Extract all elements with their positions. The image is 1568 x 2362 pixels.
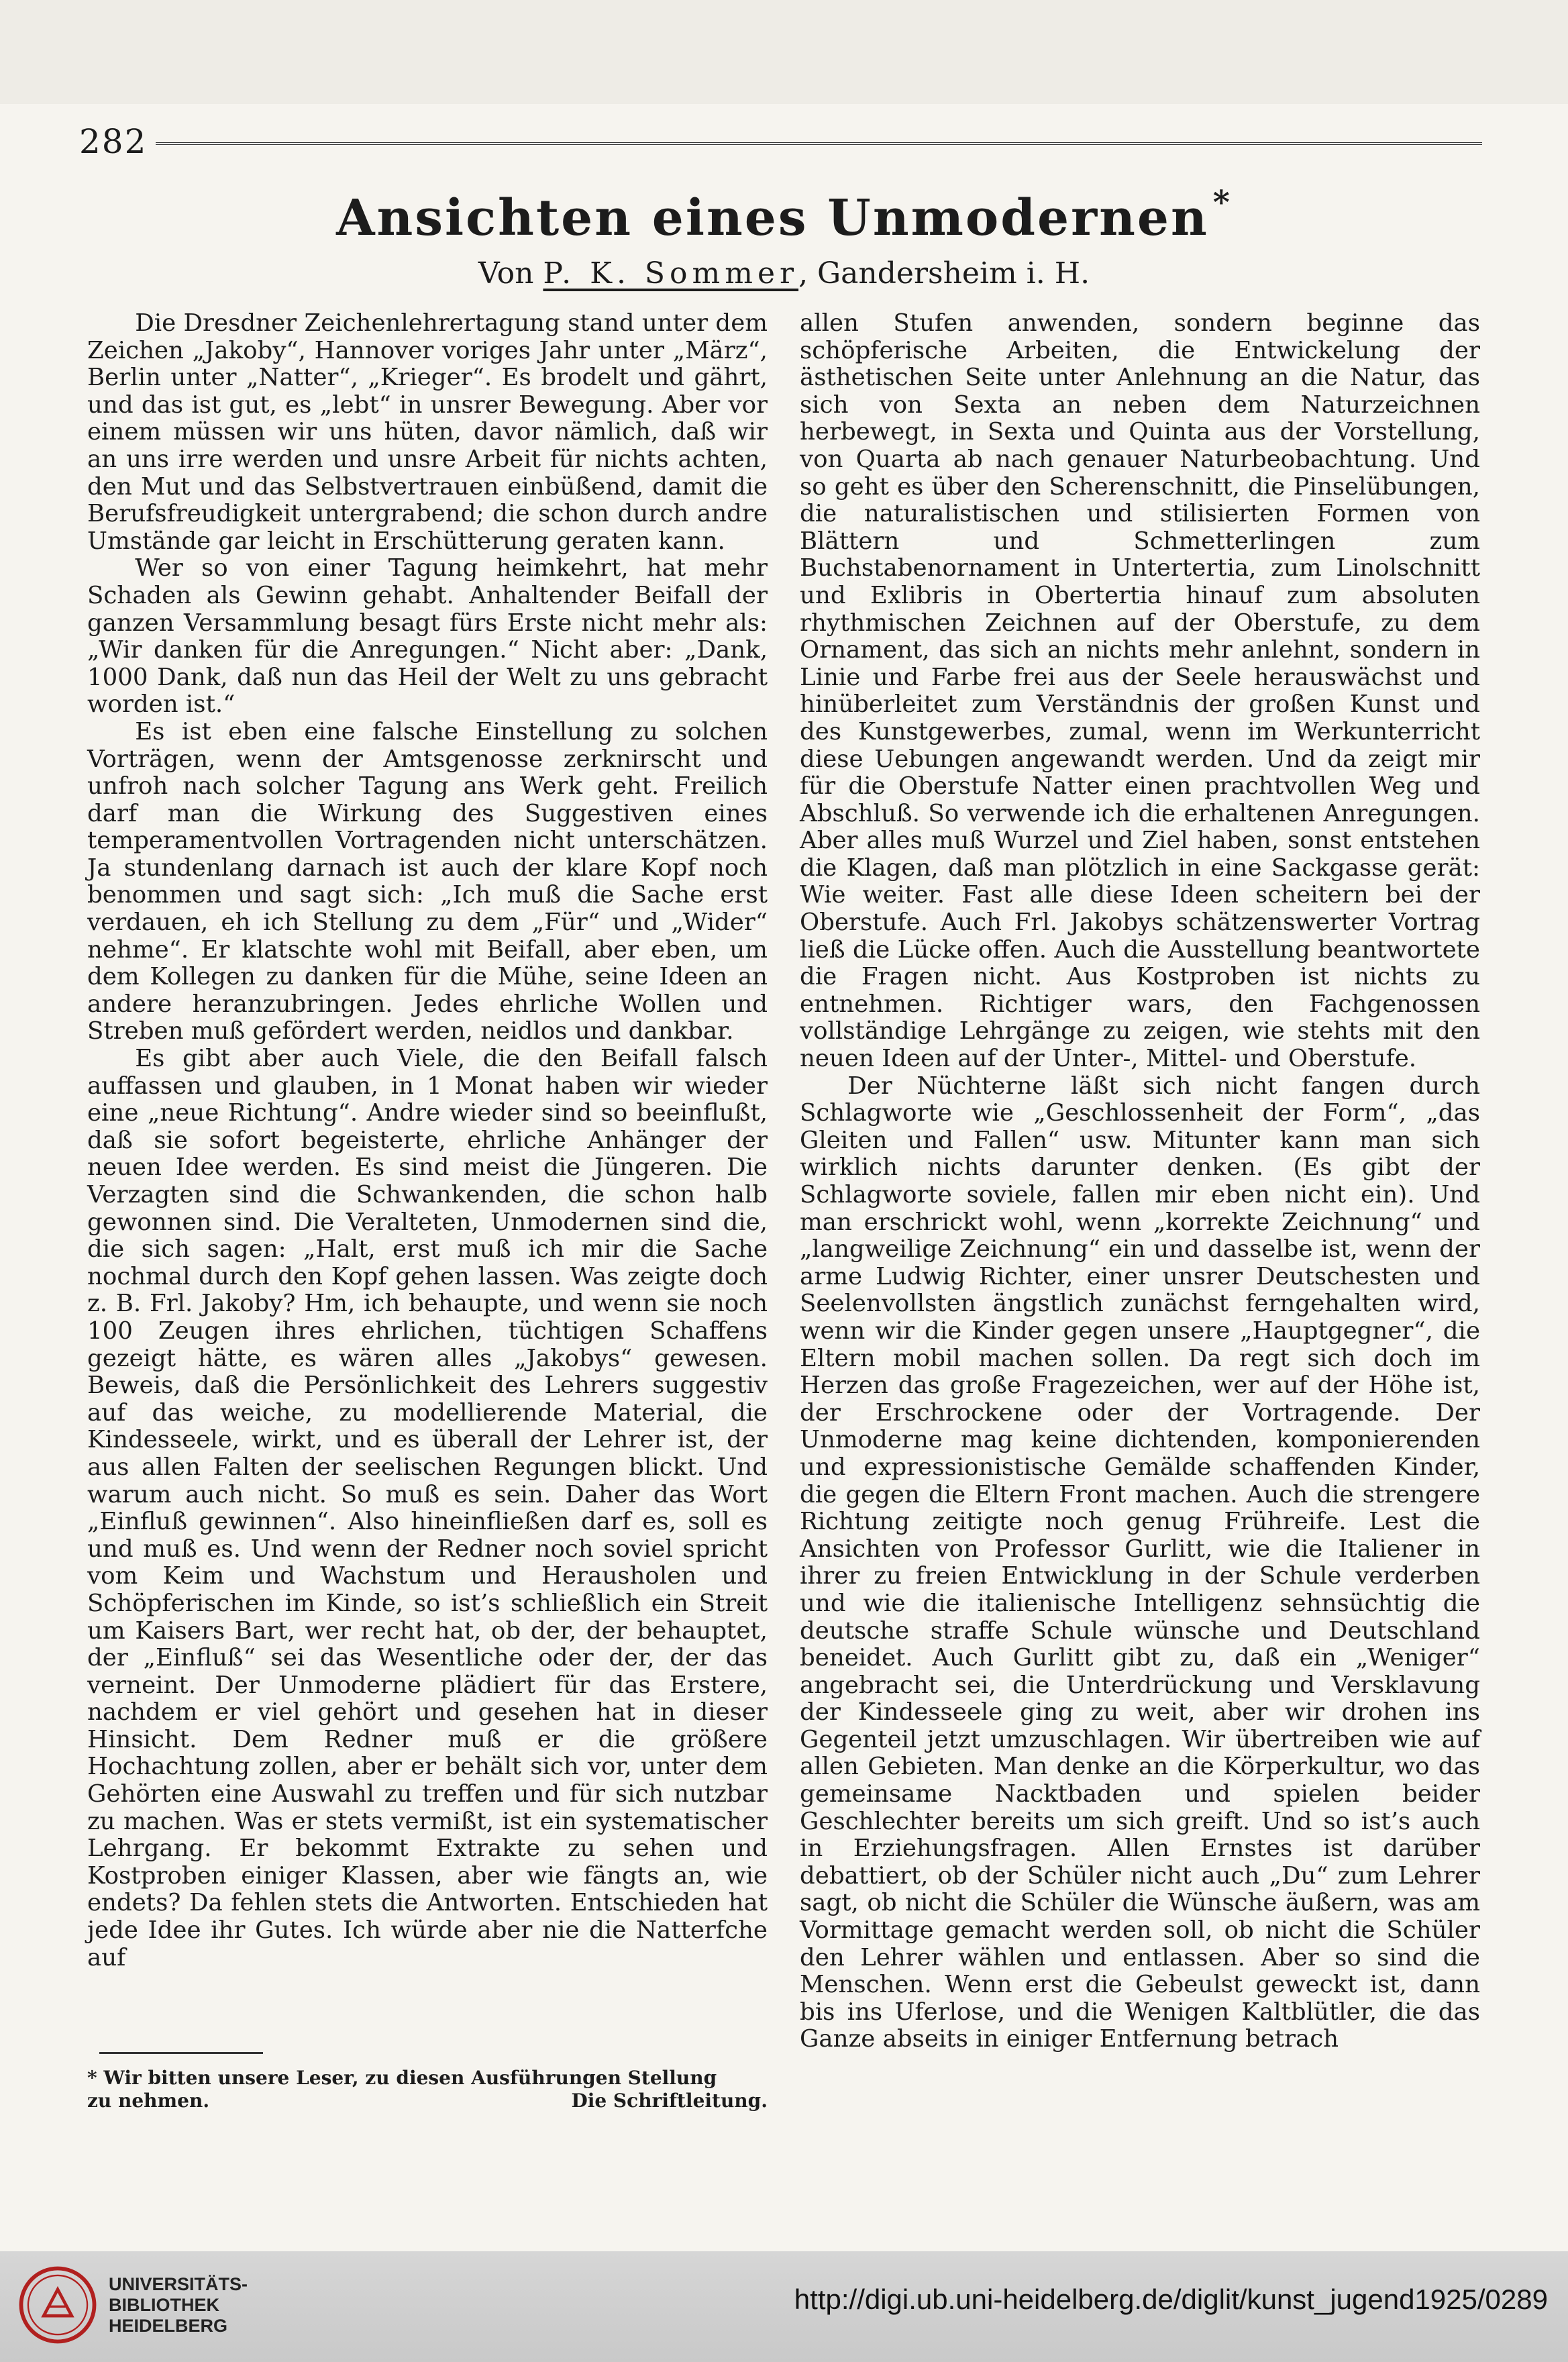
byline [0, 256, 1568, 291]
scan-top-margin [0, 0, 1568, 104]
right-column [800, 310, 1480, 2053]
footnote [87, 2067, 768, 2112]
digitization-footer [0, 2251, 1568, 2362]
footnote-line: * Wir bitten unsere Leser, zu diesen Ausführungen Stellung [87, 2067, 717, 2089]
paragraph: Es ist eben eine falsche Einstellung zu solchen Vorträgen, wenn der Amtsgenosse zerknirscht und unfroh nach solcher Tagung ans Werk geht. Freilich darf man die Wirkung des Suggestiven eines temperamentvollen Vortragenden nicht unterschätzen. Ja stundenlang darnach ist auch der klare Kopf noch benommen und sagt sich: „Ich muß die Sache erst verdauen, eh ich Stellung zu dem „Für“ und „Wider“ nehme“. Er klatschte wohl mit Beifall, aber eben, um dem Kollegen zu danken für die Mühe, seine Ideen an andere heranzubringen. Jedes ehrliche Wollen und Streben muß gefördert werden, neidlos und dankbar. [87, 717, 768, 1045]
footnote-signature: Die Schriftleitung. [571, 2090, 768, 2112]
byline-author: P. K. Sommer [543, 256, 799, 291]
byline-prefix: Von [478, 256, 543, 291]
library-name-line: UNIVERSITÄTS- [109, 2273, 248, 2294]
footnote-line [87, 2090, 768, 2112]
article-title-text: Ansichten eines Unmodernen [336, 189, 1209, 247]
footnote-rule [99, 2052, 263, 2054]
university-seal-icon [19, 2266, 97, 2344]
byline-place: , Gandersheim i. H. [798, 256, 1090, 291]
source-url-link[interactable]: http://digi.ub.uni-heidelberg.de/diglit/kunst_jugend1925/0289 [794, 2283, 1548, 2315]
title-footnote-mark: * [1212, 184, 1232, 221]
footnote-text-end: zu nehmen. [87, 2090, 210, 2112]
paragraph: Die Dresdner Zeichenlehrertagung stand unter dem Zeichen „Jakoby“, Hannover voriges Jahr unter „März“, Berlin unter „Natter“, „Krieger“. Es brodelt und gährt, und das ist gut, es „lebt“ in unsrer Bewegung. Aber vor einem müssen wir uns hüten, davor nämlich, daß wir an uns irre werden und unsre Arbeit für nichts achten, den Mut und das Selbstvertrauen einbüßend, damit die Berufsfreudigkeit untergrabend; die schon durch andre Umstände gar leicht in Erschütterung geraten kann. [87, 309, 768, 555]
page-number: 282 [79, 122, 148, 161]
library-name-line: BIBLIOTHEK [109, 2294, 219, 2315]
library-logo[interactable] [19, 2266, 248, 2344]
left-column [87, 310, 768, 1971]
article-title [0, 184, 1568, 247]
library-name [109, 2274, 248, 2337]
paragraph: Es gibt aber auch Viele, die den Beifall falsch auffassen und glauben, in 1 Monat haben wir wieder eine „neue Richtung“. Andre wieder sind so beeinflußt, daß sie sofort begeisterte, ehrliche Anhänger der neuen Idee werden. Es sind meist die Jüngeren. Die Verzagten sind die Schwankenden, die schon halb gewonnen sind. Die Veralteten, Unmodernen sind die, die sich sagen: „Halt, erst muß ich mir die Sache nochmal durch den Kopf gehen lassen. Was zeigte doch z. B. Frl. Jakoby? Hm, ich behaupte, und wenn sie noch 100 Zeugen ihres ehrlichen, tüchtigen Schaffens gezeigt hätte, es wären alles „Jakobys“ gewesen. Beweis, daß die Persönlichkeit des Lehrers suggestiv auf das weiche, zu modellierende Material, die Kindesseele, wirkt, und es überall der Lehrer ist, der aus allen Falten der seelischen Regungen blickt. Und warum auch nicht. So muß es sein. Daher das Wort „Einfluß gewinnen“. Also hineinfließen darf es, soll es und muß es. Und wenn der Redner noch soviel spricht vom Keim und Wachstum und Herausholen und Schöpferischen im Kinde, so ist’s schließlich ein Streit um Kaisers Bart, wer recht hat, ob der, der behauptet, der „Einfluß“ sei das Wesentliche oder der, der das verneint. Der Unmoderne plädiert für das Erstere, nachdem er viel gehört und gesehen hat in dieser Hinsicht. Dem Redner muß er die größere Hochachtung zollen, aber er behält sich vor, unter dem Gehörten eine Auswahl zu treffen und für sich nutzbar zu machen. Was er stets vermißt, ist ein systematischer Lehrgang. Er bekommt Extrakte zu sehen und Kostproben einiger Klassen, aber wie fängts an, wie endets? Da fehlen stets die Antworten. Entschieden hat jede Idee ihr Gutes. Ich würde aber nie die Natterfche auf [87, 1045, 768, 1971]
paragraph: allen Stufen anwenden, sondern beginne das schöpferische Arbeiten, die Entwickelung der ästhetischen Seite unter Anlehnung an die Natur, das sich von Sexta an neben dem Naturzeichnen herbewegt, in Sexta und Quinta aus der Vorstellung, von Quarta ab nach genauer Naturbeobachtung. Und so geht es über den Scherenschnitt, die Pinselübungen, die naturalistischen und stilisierten Formen von Blättern und Schmetterlingen zum Buchstabenornament in Untertertia, zum Linolschnitt und Exlibris in Obertertia hinauf zum absoluten rhythmischen Zeichnen auf der Oberstufe, zu dem Ornament, das sich an nichts mehr anlehnt, sondern in Linie und Farbe frei aus der Seele herauswächst und hinüberleitet zum Verständnis der großen Kunst und des Kunstgewerbes, zumal, wenn im Werkunterricht diese Uebungen angewandt werden. Und da zeigt mir für die Oberstufe Natter einen prachtvollen Weg und Abschluß. So verwende ich die erhaltenen Anregungen. Aber alles muß Wurzel und Ziel haben, sonst entstehen die Klagen, daß man plötzlich in eine Sackgasse gerät: Wie weiter. Fast alle diese Ideen scheitern bei der Oberstufe. Auch Frl. Jakobys schätzenswerter Vortrag ließ die Lücke offen. Auch die Ausstellung beantwortete die Fragen nicht. Aus Kostproben ist nichts zu entnehmen. Richtiger wars, den Fachgenossen vollständige Lehrgänge zu zeigen, wie stehts mit den neuen Ideen auf der Unter-, Mittel- und Oberstufe. [800, 309, 1480, 1073]
paragraph: Wer so von einer Tagung heimkehrt, hat mehr Schaden als Gewinn gehabt. Anhaltender Beifall der ganzen Versammlung besagt fürs Erste nicht mehr als: „Wir danken für die Anregungen.“ Nicht aber: „Dank, 1000 Dank, daß nun das Heil der Welt zu uns gebracht worden ist.“ [87, 554, 768, 719]
header-rule [156, 142, 1482, 149]
paragraph: Der Nüchterne läßt sich nicht fangen durch Schlagworte wie „Geschlossenheit der Form“, „das Gleiten und Fallen“ usw. Mitunter kann man sich wirklich nichts darunter denken. (Es gibt der Schlagworte soviele, fallen mir eben nicht ein). Und man erschrickt wohl, wenn „korrekte Zeichnung“ und „langweilige Zeichnung“ ein und dasselbe ist, wenn der arme Ludwig Richter, einer unsrer Deutschesten und Seelenvollsten ängstlich zunächst ferngehalten wird, wenn wir die Kinder gegen unsere „Hauptgegner“, die Eltern mobil machen sollen. Da regt sich doch im Herzen das große Fragezeichen, wer auf der Höhe ist, der Erschrockene oder der Vortragende. Der Unmoderne mag keine dichtenden, komponierenden und expressionistische Gemälde schaffenden Kinder, die gegen die Eltern Front machen. Auch die strengere Richtung zeitigte noch genug Frühreife. Lest die Ansichten von Professor Gurlitt, wie die Italiener in ihrer zu freien Entwicklung in der Schule verderben und wie die italienische Intelligenz sehnsüchtig die deutsche straffe Schule wünsche und Deutschland beneidet. Auch Gurlitt gibt zu, daß ein „Weniger“ angebracht sei, die Unterdrückung und Versklavung der Kindesseele ging zu weit, aber wir drohen ins Gegenteil jetzt umzuschlagen. Wir übertreiben wie auf allen Gebieten. Man denke an die Körperkultur, wo das gemeinsame Nacktbaden und spielen beider Geschlechter bereits um sich greift. Und so ist’s auch in Erziehungsfragen. Allen Ernstes ist darüber debattiert, ob der Schüler nicht auch „Du“ zum Lehrer sagt, ob nicht die Schüler die Wünsche äußern, was am Vormittage gemacht werden soll, ob nicht die Schüler den Lehrer wählen und entlassen. Aber so sind die Menschen. Wenn erst die Gebeulst geweckt ist, dann bis ins Uferlose, und die Wenigen Kaltblütler, die das Ganze abseits in einiger Entfernung betrach [800, 1072, 1480, 2053]
library-name-line: HEIDELBERG [109, 2315, 228, 2336]
